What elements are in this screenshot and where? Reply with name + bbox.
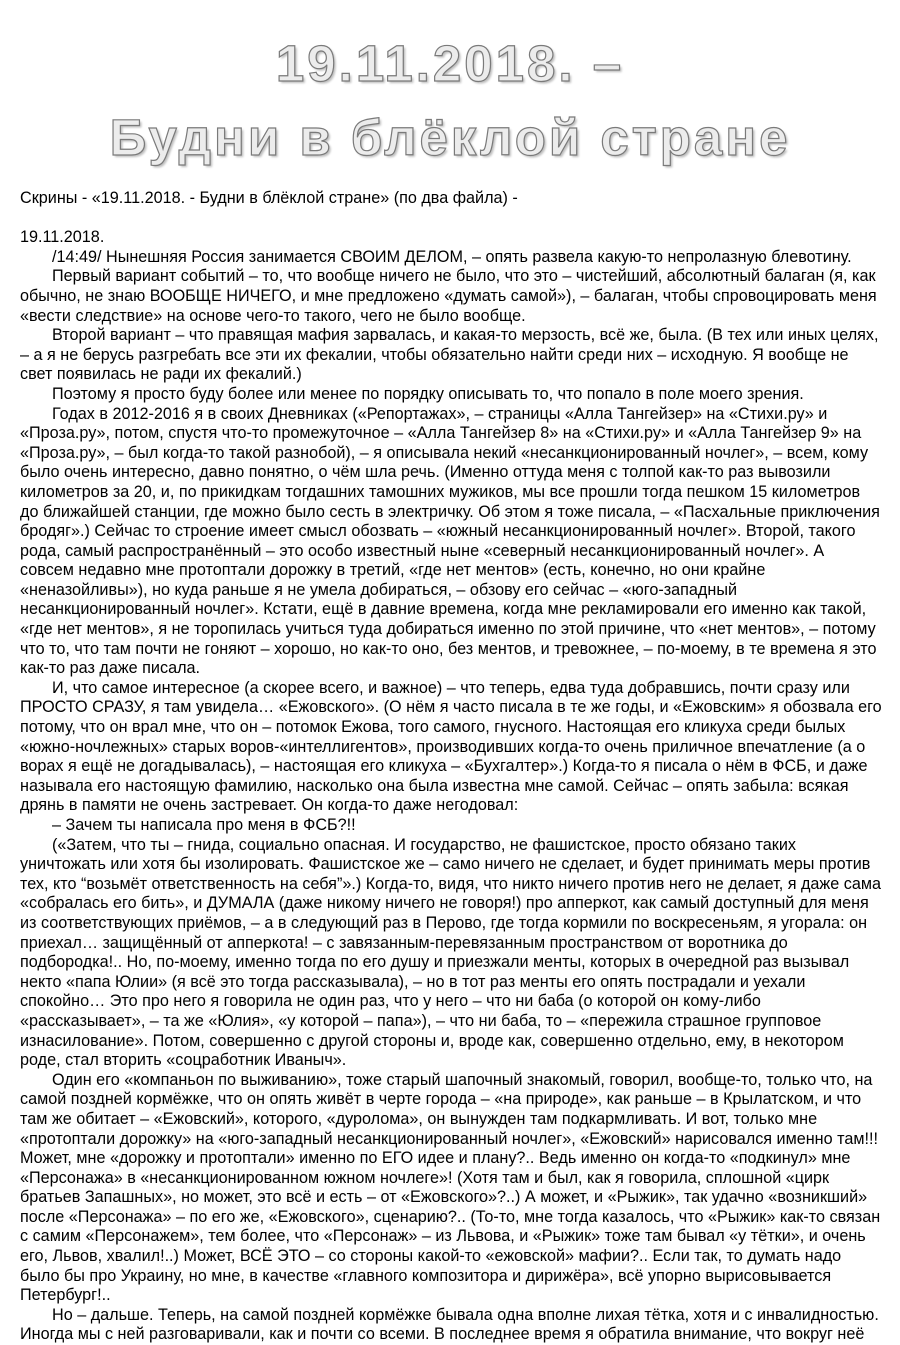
paragraph: Но – дальше. Теперь, на самой поздней кормёжке бывала одна вполне лихая тётка, хотя и с инвалидностью. Иногда мы с ней разговаривали, как и почти со всеми. В последнее время я обратила внимание, что вокруг неё (20, 1305, 879, 1344)
paragraph: Поэтому я просто буду более или менее по порядку описывать то, что попало в поле моего зрения. (52, 384, 804, 403)
entry-date: 19.11.2018. (20, 228, 105, 247)
page-title-date: 19.11.2018. – (275, 35, 625, 92)
paragraph: Годах в 2012-2016 я в своих Дневниках («Репортажах», – страницы «Алла Тангейзер» на «Стихи.ру» и «Проза.ру», потом, спустя что-то промежуточное – «Алла Тангейзер 8» на «Стихи.ру» и «Алла Тангейзер 9» на «Проза.ру», – был когда-то такой разнобой), – я описывала некий «несанкционированный ночлег», – всем, кому было очень интересно, давно понятно, о чём шла речь. (Именно оттуда меня с толпой как-то раз вывозили километров за 20, и, по прикидкам тогдашних тамошних мужиков, мы все прошли тогда пешком 15 километров до ближайшей станции, где можно было сесть в электричку. Об этом я тоже писала, – «Пасхальные приключения бродяг».) Сейчас то строение имеет смысл обозвать – «южный несанкционированный ночлег». Второй, такого рода, самый распространённый – это особо известный ныне «северный несанкционированный ночлег». А совсем недавно мне протоптали дорожку в третий, «где нет ментов» (есть, конечно, но они крайне «неназойливы»), но куда раньше я не умела добираться, – обзову его сейчас – «юго-западный несанкционированный ночлег». Кстати, ещё в давние времена, когда мне рекламировали его именно как такой, «где нет ментов», я не торопилась учиться туда добираться именно по этой причине, что «нет ментов», – потому что то, что там почти не гоняют – хорошо, но как-то оно, без ментов, и тревожнее, – по-моему, в те времена я это как-то раз даже писала. (20, 404, 880, 678)
screens-line: Скрины - «19.11.2018. - Будни в блёклой стране» (по два файла) - (20, 189, 518, 207)
paragraph: – Зачем ты написала про меня в ФСБ?!! (52, 816, 356, 834)
page-title: Будни в блёклой стране (109, 109, 791, 166)
paragraph: Второй вариант – что правящая мафия зарвалась, и какая-то мерзость, всё же, была. (В тех или иных целях, – а я не берусь разгребать все эти их фекалии, чтобы обязательно найти среди них – исходную. Я вообще не свет появилась не ради их фекалий.) (20, 326, 879, 384)
paragraph: («Затем, что ты – гнида, социально опасная. И государство, не фашистское, просто обязано таких уничтожать или хотя бы изолировать. Фашистское же – само ничего не сделает, и будет принимать меры против тех, кто “возьмёт ответственность на себя”».) Когда-то, видя, что никто ничего против него не делает, я даже сама «собралась его бить», и ДУМАЛА (даже никому ничего не говоря!) про апперкот, как самый доступный для меня из соответствующих приёмов, – а в следующий раз в Перово, где тогда кормили по воскресеньям, я угорала: он приехал… защищённый от апперкота! – с завязанным-перевязанным пространством от воротника до подбородка!.. Но, по-моему, именно тогда по его душу и приезжали менты, которых в очередной раз вызывал некто «папа Юлии» (я всё это тогда рассказывала), – но в тот раз менты его опять пострадали и уехали спокойно… Это про него я говорила не один раз, что у него – что ни баба (о которой он кому-либо «рассказывает», – та же «Юлия», «у которой – папа»), – что ни баба, то – «пережила страшное групповое изнасилование». Потом, совершенно с другой стороны и, вроде как, совершенно отдельно, ему, в некотором роде, стал вторить «соцработник Иваныч». (20, 835, 881, 1070)
paragraph: /14:49/ Нынешняя Россия занимается СВОИМ ДЕЛОМ, – опять развела какую-то непролазную блевотину. (52, 247, 852, 266)
paragraph: И, что самое интересное (а скорее всего, и важное) – что теперь, едва туда добравшись, почти сразу или ПРОСТО СРАЗУ, я там увидела… «Ежовского». (О нём я часто писала в те же годы, и «Ежовским» я обозвала его потому, что он врал мне, что он – потомок Ежова, того самого, гнусного. Настоящая его кликуха среди былых «южно-ночлежных» старых воров-«интеллигентов», производивших когда-то очень приличное впечатление (а о ворах я ещё не догадывалась), – настоящая его кликуха – «Бухгалтер».) Когда-то я писала о нём в ФСБ, и даже называла его настоящую фамилию, насколько она была известна мне самой. Сейчас – опять забыла: всякая дрянь в памяти не очень застревает. Он когда-то даже негодовал: (20, 678, 882, 815)
document-body (20, 189, 882, 1345)
paragraph: Один его «компаньон по выживанию», тоже старый шапочный знакомый, говорил, вообще-то, только что, на самой поздней кормёжке, что он опять живёт в черте города – «на природе», как раньше – в Крылатском, и что там же обитает – «Ежовский», которого, «дуролома», он вынужден там подкармливать. И вот, только мне «протоптали дорожку» на «юго-западный несанкционированный ночлег», «Ежовский» нарисовался именно там!!! Может, мне «дорожку и протоптали» именно по ЕГО идее и плану?.. Ведь именно он когда-то «подкинул» мне «Персонажа» в «несанкционированном южном ночлеге»! (Хотя там и был, как я говорила, сплошной «цирк братьев Запашных», но может, это всё и есть – от «Ежовского»?..) А может, и «Рыжик», так удачно «возникший» после «Персонажа» – по его же, «Ежовского», сценарию?.. (То-то, мне тогда казалось, что «Рыжик» как-то связан с самим «Персонажем», тем более, что «Персонаж» – из Львова, и «Рыжик» тоже там бывал «у тётки», и очень его, Львов, хвалил!..) Может, ВСЁ ЭТО – со стороны какой-то «ежовской» мафии?.. Если так, то думать надо было бы про Украину, но мне, в качестве «главного композитора и дирижёра», всё упорно вырисовывается Петербург!.. (20, 1070, 881, 1305)
paragraph: Первый вариант событий – то, что вообще ничего не было, что это – чистейший, абсолютный балаган (я, как обычно, не знаю ВООБЩЕ НИЧЕГО, и мне предложено «думать самой»), – балаган, чтобы спровоцировать меня «вести следствие» на основе чего-то такого, чего не было вообще. (20, 267, 877, 325)
